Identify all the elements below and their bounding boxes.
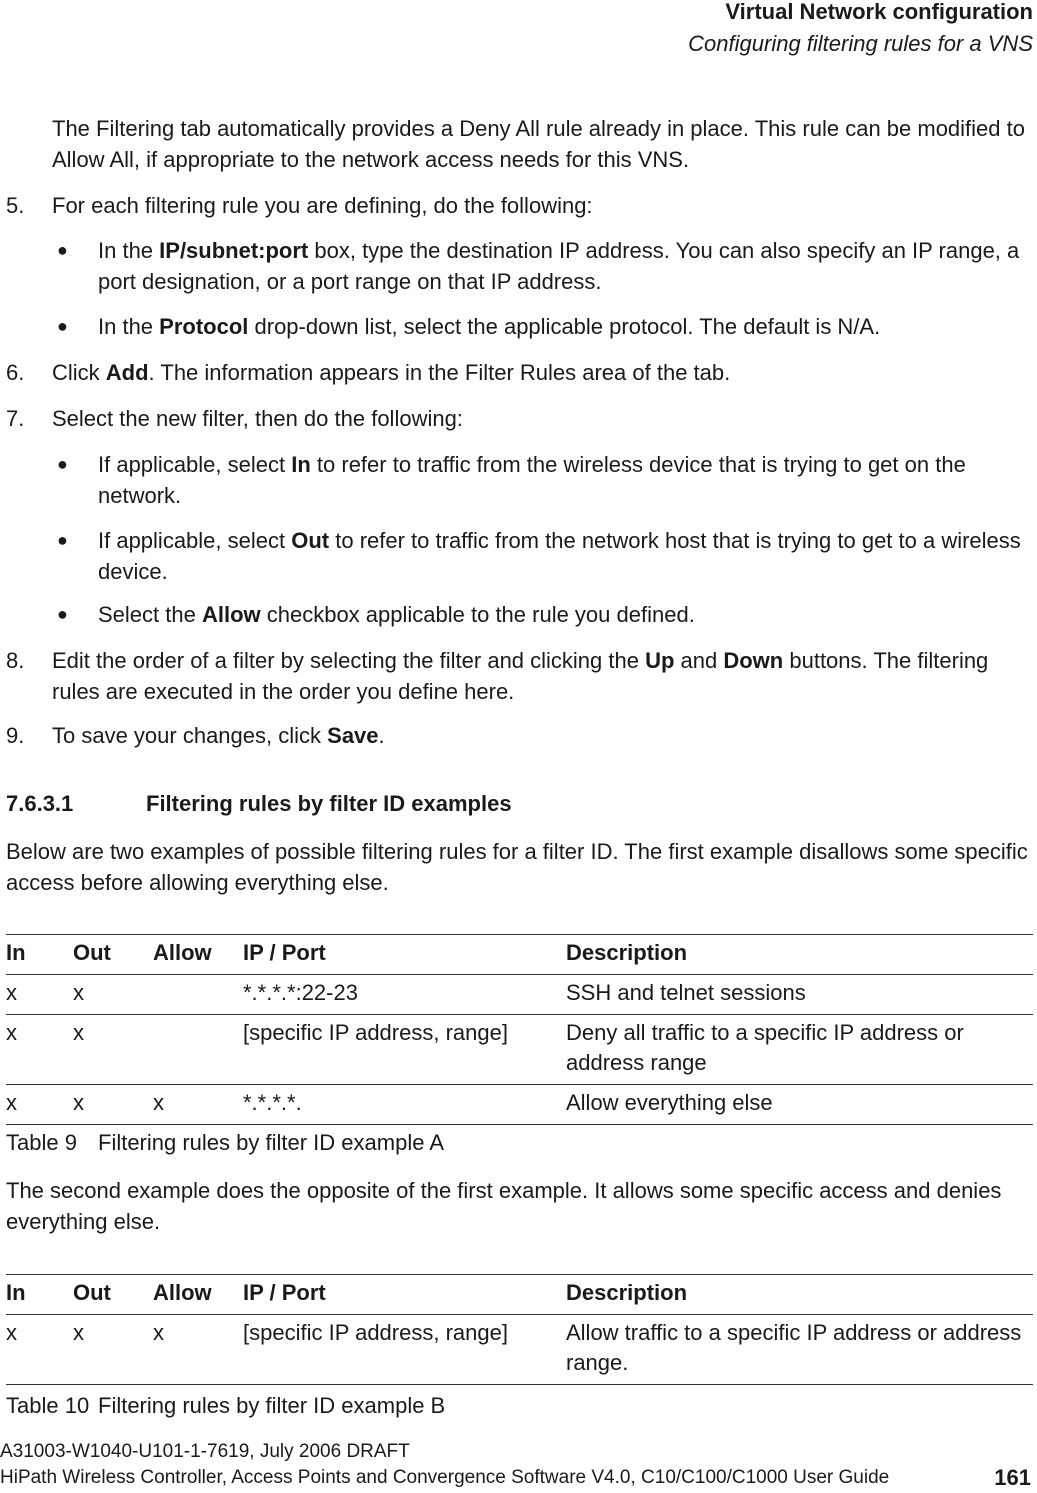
cell-allow [153, 975, 243, 1015]
table-example-b [6, 1274, 1033, 1385]
cell-description: Deny all traffic to a specific IP address or address range [566, 1020, 964, 1075]
header-ip-port: IP / Port [243, 1280, 326, 1305]
section-intro-paragraph: Below are two examples of possible filtering rules for a filter ID. The first example disallows some specific access before allowing everything else. [6, 839, 1028, 895]
bullet-icon: ● [57, 530, 68, 550]
running-header-title: Virtual Network configuration [725, 0, 1033, 24]
cell-ip-port: *.*.*.*:22-23 [243, 980, 358, 1005]
header-in: In [6, 940, 26, 965]
table-header-row [6, 1275, 1033, 1315]
header-in: In [6, 1280, 26, 1305]
cell-out: x [73, 1090, 84, 1115]
caption-title: Filtering rules by filter ID example B [98, 1393, 446, 1418]
cell-description: Allow everything else [566, 1090, 773, 1115]
table-example-a [6, 934, 1033, 1125]
cell-allow [153, 1015, 243, 1085]
step-number: 9. [6, 723, 25, 748]
intro-paragraph: The Filtering tab automatically provides a Deny All rule already in place. This rule can be modified to Allow All, if appropriate to the network access needs for this VNS. [52, 116, 1025, 172]
bullet-icon: ● [57, 454, 68, 474]
table-row [6, 1015, 1033, 1085]
cell-out: x [73, 1320, 84, 1345]
cell-description: SSH and telnet sessions [566, 980, 806, 1005]
header-allow: Allow [153, 940, 212, 965]
step-text: Click Add. The information appears in the Filter Rules area of the tab. [52, 360, 731, 385]
between-paragraph: The second example does the opposite of the first example. It allows some specific access and denies everything else. [6, 1178, 1002, 1234]
bullet-icon: ● [57, 240, 68, 260]
cell-ip-port: *.*.*.*. [243, 1090, 302, 1115]
header-description: Description [566, 940, 688, 965]
header-out: Out [73, 1280, 111, 1305]
cell-out: x [73, 1020, 84, 1045]
header-description: Description [566, 1280, 688, 1305]
header-out: Out [73, 940, 111, 965]
step-text: Select the new filter, then do the following: [52, 406, 463, 431]
bullet-text: Select the Allow checkbox applicable to the rule you defined. [98, 602, 695, 627]
section-title: Filtering rules by filter ID examples [146, 791, 512, 816]
running-header-subtitle: Configuring filtering rules for a VNS [688, 31, 1033, 56]
header-ip-port: IP / Port [243, 940, 326, 965]
cell-in: x [6, 980, 17, 1005]
cell-allow: x [153, 1090, 164, 1115]
bullet-text: In the Protocol drop-down list, select the applicable protocol. The default is N/A. [98, 314, 881, 339]
cell-description: Allow traffic to a specific IP address or address range. [566, 1320, 1022, 1375]
table-row [6, 975, 1033, 1015]
step-number: 5. [6, 193, 25, 218]
caption-number: Table 9 [6, 1130, 77, 1155]
caption-title: Filtering rules by filter ID example A [98, 1130, 445, 1155]
cell-ip-port: [specific IP address, range] [243, 1020, 508, 1045]
cell-in: x [6, 1090, 17, 1115]
table-row [6, 1085, 1033, 1125]
step-number: 7. [6, 406, 25, 431]
step-text: To save your changes, click Save. [52, 723, 385, 748]
cell-ip-port: [specific IP address, range] [243, 1320, 508, 1345]
bullet-text: If applicable, select Out to refer to traffic from the network host that is trying to get to a wireless device. [98, 528, 1021, 584]
footer-doc-id: A31003-W1040-U101-1-7619, July 2006 DRAFT [0, 1441, 410, 1462]
caption-number: Table 10 [6, 1393, 90, 1418]
cell-in: x [6, 1320, 17, 1345]
bullet-text: If applicable, select In to refer to traffic from the wireless device that is trying to get on the network. [98, 452, 966, 508]
bullet-icon: ● [57, 316, 68, 336]
step-text: For each filtering rule you are defining, do the following: [52, 193, 593, 218]
bullet-icon: ● [57, 604, 68, 624]
bullet-text: In the IP/subnet:port box, type the destination IP address. You can also specify an IP range, a port designation, or a port range on that IP address. [98, 238, 1020, 294]
step-number: 8. [6, 648, 25, 673]
header-allow: Allow [153, 1280, 212, 1305]
step-text: Edit the order of a filter by selecting the filter and clicking the Up and Down buttons. The filtering rules are executed in the order you define here. [52, 648, 989, 704]
section-number: 7.6.3.1 [6, 791, 74, 816]
table-header-row [6, 935, 1033, 975]
table-row [6, 1315, 1033, 1385]
page-number: 161 [994, 1465, 1031, 1490]
footer-guide-title: HiPath Wireless Controller, Access Points and Convergence Software V4.0, C10/C100/C1000 User Guide [0, 1467, 890, 1488]
cell-allow: x [153, 1320, 164, 1345]
cell-out: x [73, 980, 84, 1005]
cell-in: x [6, 1020, 17, 1045]
step-number: 6. [6, 360, 25, 385]
